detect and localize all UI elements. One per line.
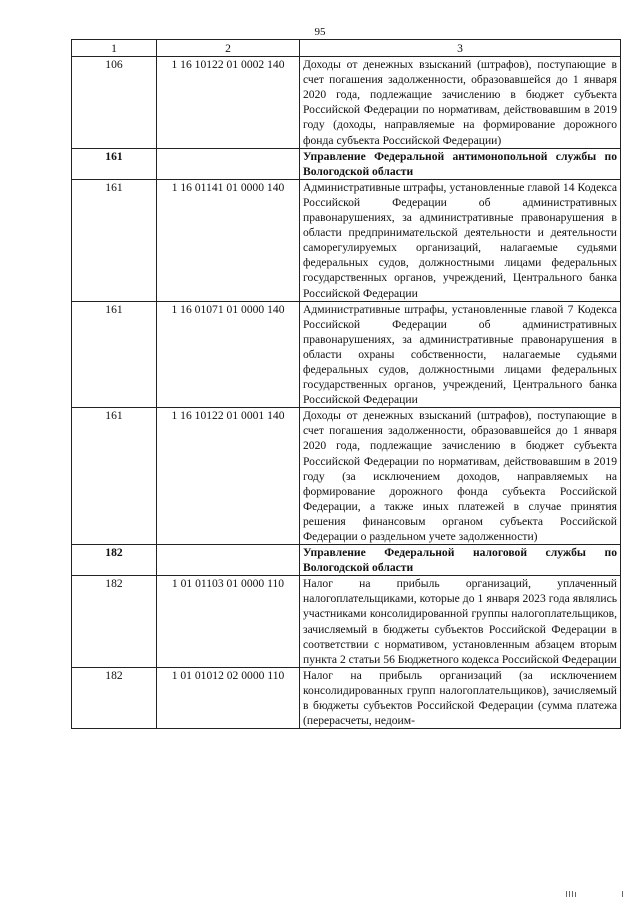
revenue-name-cell: Доходы от денежных взысканий (штрафов), поступающие в счет погашения задолженности, образовавшейся до 1 января 2020 года, подлежащие зачислению в бюджет субъекта Российской Федерации по нормативам, действовавшим в 2019 году (доходы, направляемые на формирование дорожного фонда субъекта Российской Федерации) (300, 57, 621, 149)
admin-code-cell: 161 (72, 301, 157, 408)
section-header-row (72, 545, 621, 576)
revenue-code-cell: 1 01 01103 01 0000 110 (157, 576, 300, 668)
admin-code-cell: 161 (72, 408, 157, 545)
column-header-1: 1 (72, 40, 157, 57)
revenue-code-cell: 1 16 10122 01 0001 140 (157, 408, 300, 545)
page-number: 95 (314, 26, 326, 38)
scan-mark-right (622, 891, 624, 899)
administrator-name-cell: Управление Федеральной налоговой службы по Вологодской области (300, 545, 621, 576)
scan-tick-marks-icon (566, 891, 580, 897)
admin-code-cell: 161 (72, 148, 157, 179)
revenue-code-cell (157, 148, 300, 179)
revenue-code-cell: 1 16 01141 01 0000 140 (157, 179, 300, 301)
scan-mark (566, 891, 580, 899)
revenue-name-cell: Налог на прибыль организаций, уплаченный налогоплательщиками, которые до 1 января 2023 года являлись участниками консолидированной группы налогоплательщиков, зачисляемый в бюджеты субъектов Российской Федерации в соответствии с нормативом, установленным абзацем вторым пункта 2 статьи 56 Бюджетного кодекса Российской Федерации (300, 576, 621, 668)
budget-classification-table (71, 39, 621, 729)
revenue-name-cell: Налог на прибыль организаций (за исключением консолидированных групп налогоплательщиков), зачисляемый в бюджеты субъектов Российской Федерации (сумма платежа (перерасчеты, недоим- (300, 667, 621, 728)
revenue-code-cell: 1 16 01071 01 0000 140 (157, 301, 300, 408)
table-row (72, 667, 621, 728)
revenue-name-cell: Административные штрафы, установленные главой 7 Кодекса Российской Федерации об административных правонарушениях, за административные правонарушения в области охраны собственности, налагаемые судьями федеральных судов, должностными лицами федеральных государственных органов, учреждений, Центрального банка Российской Федерации (300, 301, 621, 408)
table-row (72, 57, 621, 149)
table-row (72, 301, 621, 408)
column-header-3: 3 (300, 40, 621, 57)
table-header-row (72, 40, 621, 57)
admin-code-cell: 161 (72, 179, 157, 301)
revenue-code-cell: 1 01 01012 02 0000 110 (157, 667, 300, 728)
table-row (72, 576, 621, 668)
table-row (72, 179, 621, 301)
revenue-code-cell (157, 545, 300, 576)
section-header-row (72, 148, 621, 179)
scan-tick-icon (622, 891, 624, 897)
administrator-name-cell: Управление Федеральной антимонопольной службы по Вологодской области (300, 148, 621, 179)
admin-code-cell: 106 (72, 57, 157, 149)
revenue-code-cell: 1 16 10122 01 0002 140 (157, 57, 300, 149)
admin-code-cell: 182 (72, 667, 157, 728)
revenue-name-cell: Доходы от денежных взысканий (штрафов), поступающие в счет погашения задолженности, образовавшейся до 1 января 2020 года, подлежащие зачислению в бюджет субъекта Российской Федерации по нормативам, действовавшим в 2019 году (за исключением доходов, направляемых на формирование дорожного фонда субъекта Российской Федерации, а также иных платежей в случае принятия решения финансовым органом субъекта Российской Федерации о раздельном учете задолженности) (300, 408, 621, 545)
revenue-name-cell: Административные штрафы, установленные главой 14 Кодекса Российской Федерации об административных правонарушениях, за административные правонарушения в области предпринимательской деятельности и деятельности саморегулируемых организаций, налагаемые судьями федеральных судов, должностными лицами федеральных государственных органов, учреждений, Центрального банка Российской Федерации (300, 179, 621, 301)
admin-code-cell: 182 (72, 576, 157, 668)
column-header-2: 2 (157, 40, 300, 57)
admin-code-cell: 182 (72, 545, 157, 576)
table-row (72, 408, 621, 545)
